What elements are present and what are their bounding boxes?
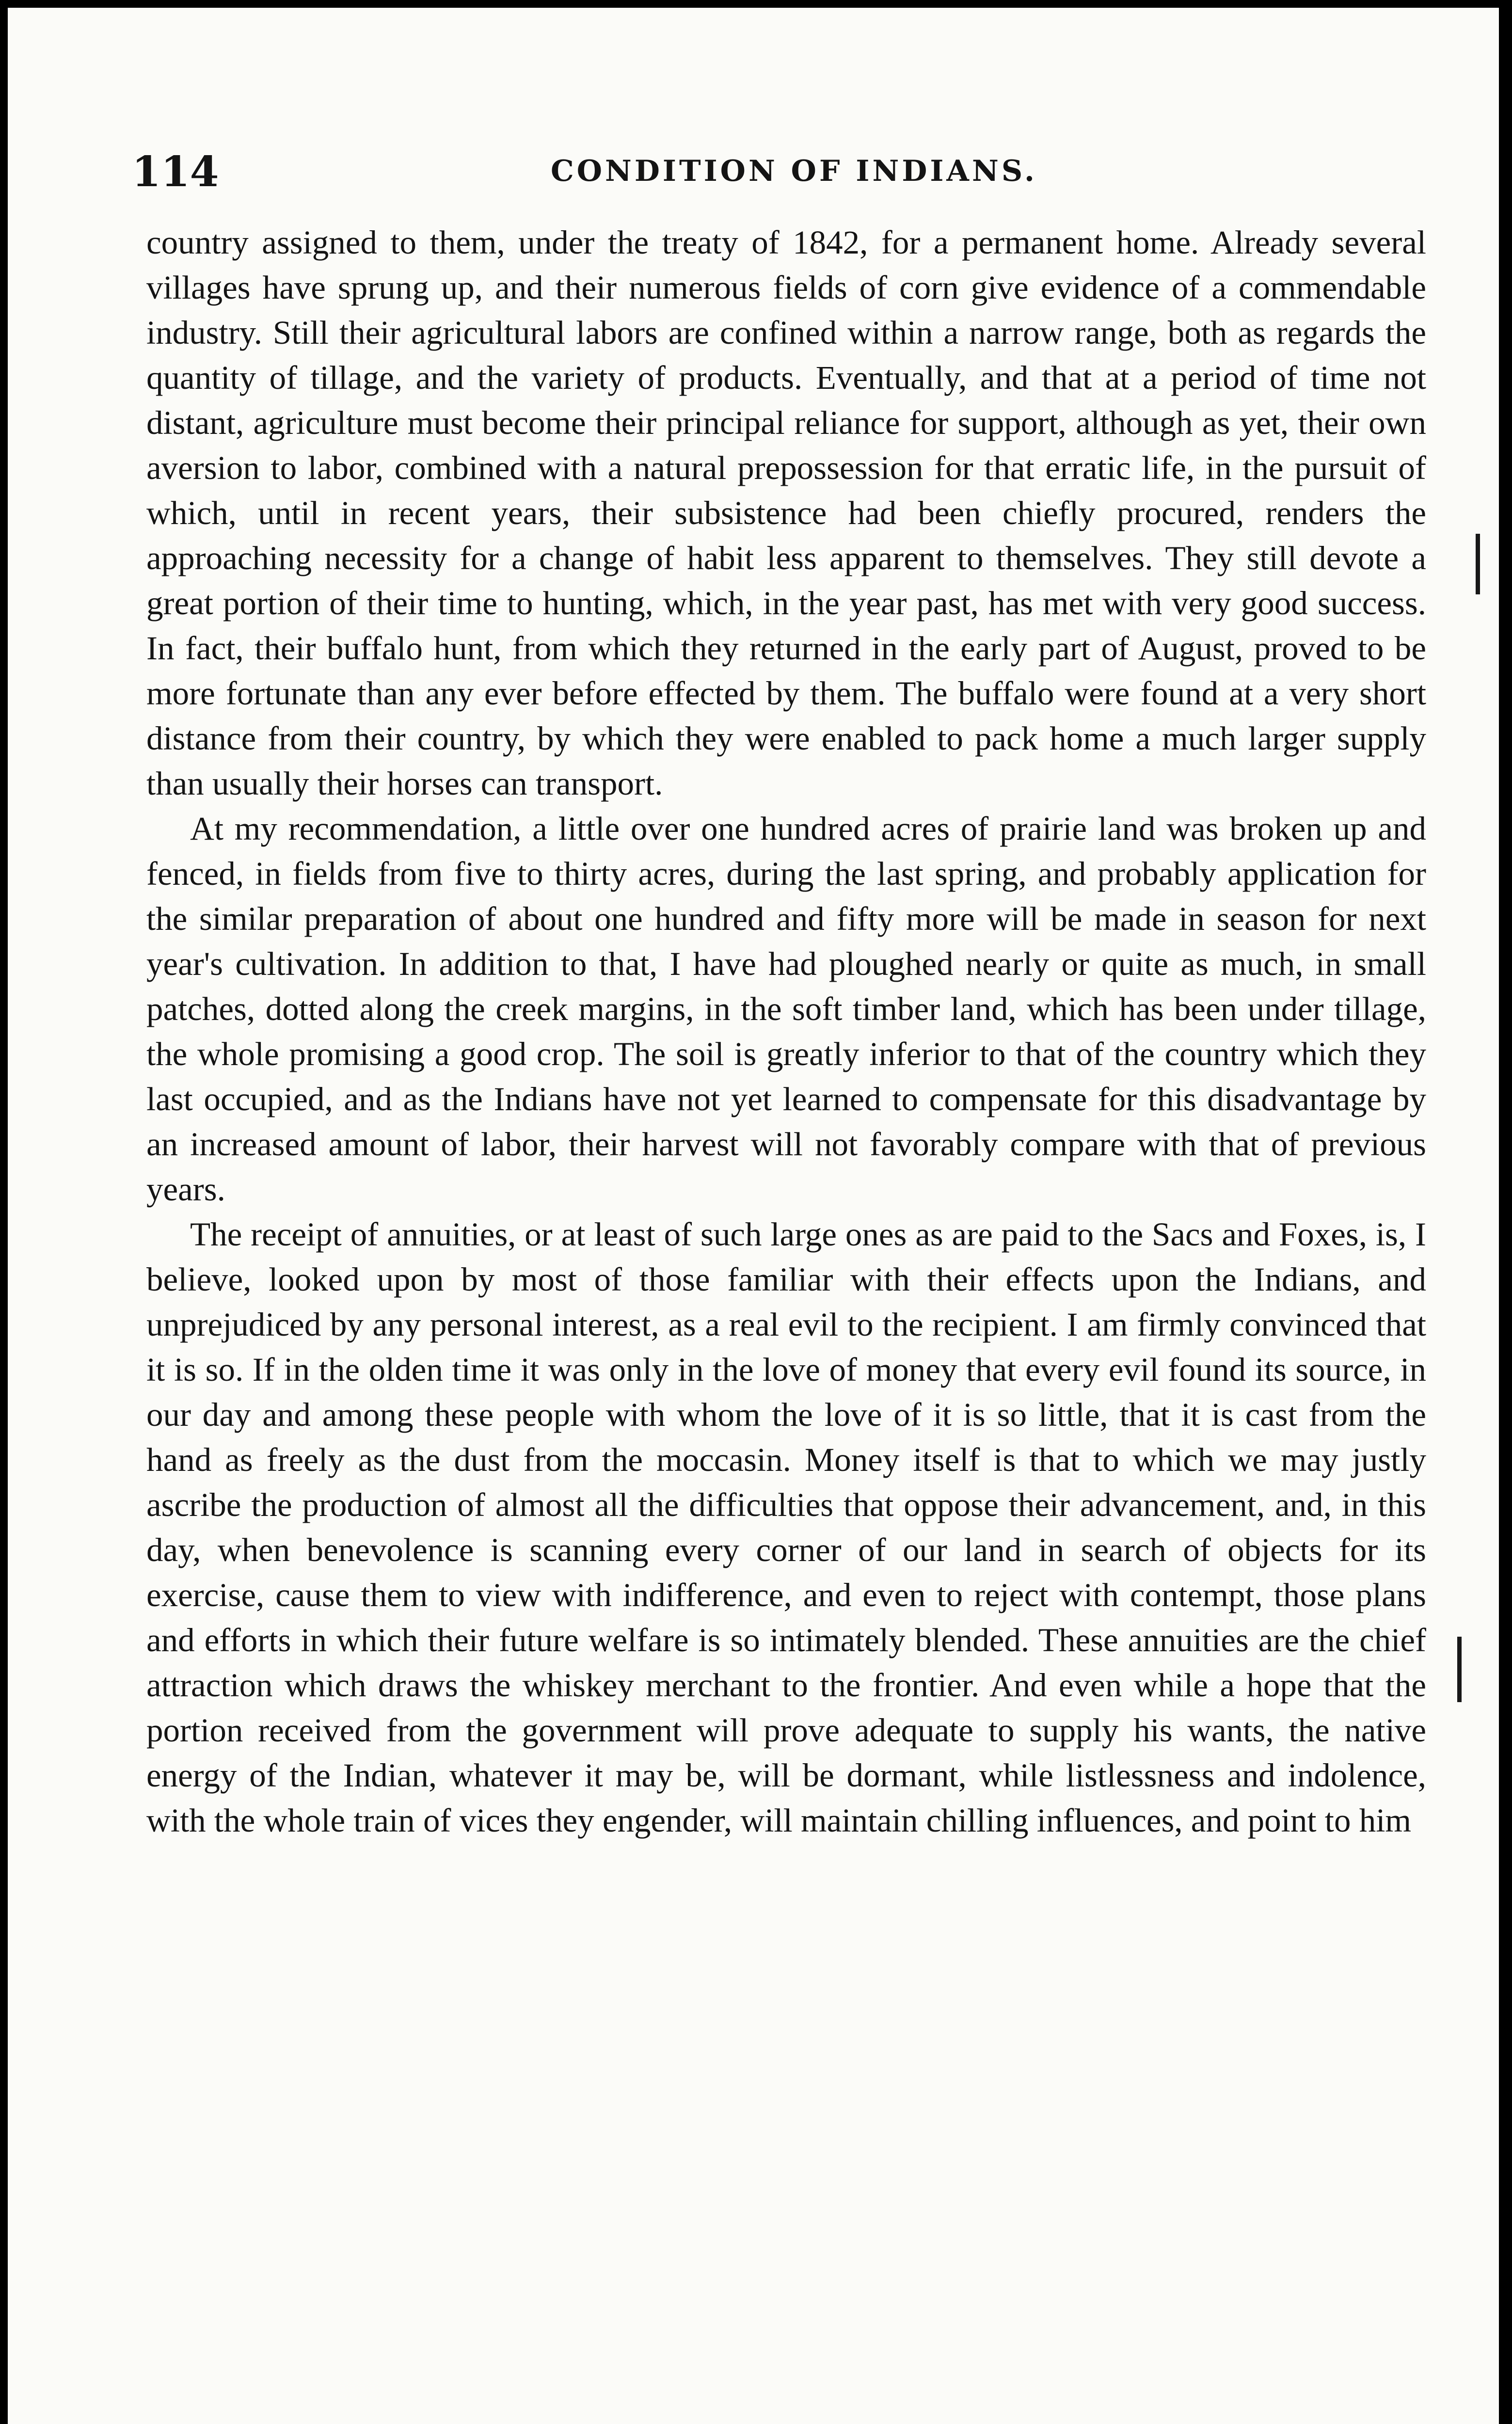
running-head: CONDITION OF INDIANS. [551,154,1037,188]
paragraph-2: At my recommendation, a little over one hundred acres of prairie land was broken up and fenced, in fields from five to thirty acres, during the last spring, and probably application for the similar preparation of about one hundred and fifty more will be made in season for next year's cultivation. In addition to that, I have had ploughed nearly or quite as much, in small patches, dotted along the creek margins, in the soft timber land, which has been under tillage, the whole promising a good crop. The soil is greatly inferior to that of the country which they last occupied, and as the Indians have not yet learned to compensate for this disadvantage by an increased amount of labor, their harvest will not favorably compare with that of previous years. [146,810,1426,1208]
paragraph-1: country assigned to them, under the treaty of 1842, for a permanent home. Already several villages have sprung up, and their numerous fields of corn give evidence of a commendable industry. Still their agricultural labors are confined within a narrow range, both as regards the quantity of tillage, and the variety of products. Eventually, and that at a period of time not distant, agriculture must become their principal reliance for support, although as yet, their own aversion to labor, combined with a natural prepossession for that erratic life, in the pursuit of which, until in recent years, their subsistence had been chiefly procured, renders the approaching necessity for a change of habit less apparent to themselves. They still devote a great portion of their time to hunting, which, in the year past, has met with very good success. In fact, their buffalo hunt, from which they returned in the early part of August, proved to be more fortunate than any ever before effected by them. The buffalo were found at a very short distance from their country, by which they were enabled to pack home a much larger supply than usually their horses can transport. [146,224,1426,802]
page-number: 114 [132,147,219,196]
margin-mark-lower [1457,1637,1462,1702]
paragraph-3: The receipt of annuities, or at least of such large ones as are paid to the Sacs and Foxes, is, I believe, looked upon by most of those familiar with their effects upon the Indians, and unprejudiced by any personal interest, as a real evil to the recipient. I am firmly convinced that it is so. If in the olden time it was only in the love of money that every evil found its source, in our day and among these people with whom the love of it is so little, that it is cast from the hand as freely as the dust from the moccasin. Money itself is that to which we may justly ascribe the production of almost all the difficulties that oppose their advancement, and, in this day, when benevolence is scanning every corner of our land in search of objects for its exercise, cause them to view with indifference, and even to reject with contempt, those plans and efforts in which their future welfare is so intimately blended. These annuities are the chief attraction which draws the whiskey merchant to the frontier. And even while a hope that the portion received from the government will prove adequate to supply his wants, the native energy of the Indian, whatever it may be, will be dormant, while listlessness and indolence, with the whole train of vices they engender, will maintain chilling influences, and point to him [146,1216,1426,1839]
body-text [146,220,1426,1843]
margin-mark-upper [1476,534,1480,594]
page-header [8,147,1499,201]
scanned-page [8,8,1499,2424]
